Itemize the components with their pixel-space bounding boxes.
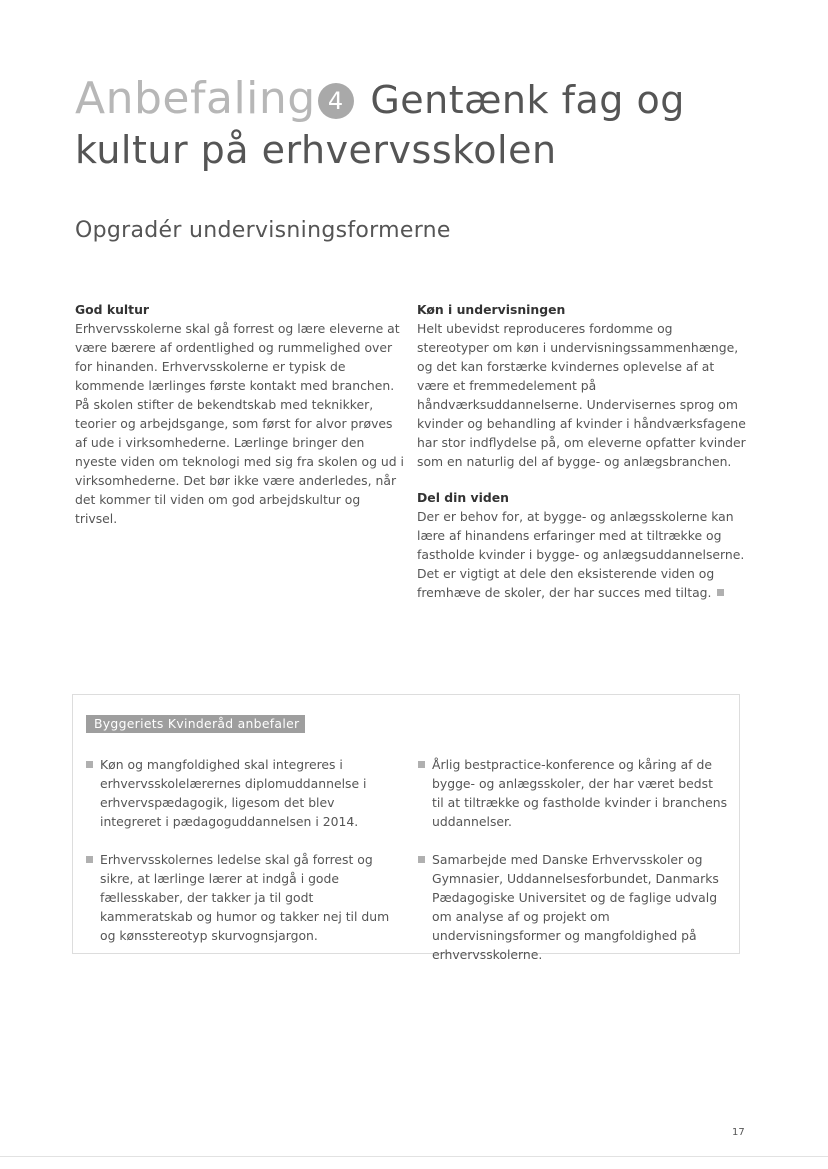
section-subtitle: Opgradér undervisningsformerne [75, 218, 451, 243]
recommendation-number-badge: 4 [318, 83, 354, 119]
list-item [418, 755, 728, 831]
right-column [417, 300, 747, 602]
recommendations-label: Byggeriets Kvinderåd anbefaler [86, 715, 305, 733]
list-item [86, 850, 396, 945]
end-square-icon [717, 589, 724, 596]
section-body: Helt ubevidst reproduceres fordomme og stereotyper om køn i undervisningssammenhænge, og det kan forstærke kvindernes oplevelse af at være et fremmedelement på håndværksuddannelserne. Undervisernes sprog om kvinder og behandling af kvinder i håndværksfagene har stor indflydelse på, om eleverne opfatter kvinder som en naturlig del af bygge- og anlægsbranchen. [417, 321, 746, 469]
list-item-text: Samarbejde med Danske Erhvervsskoler og Gymnasier, Uddannelsesforbundet, Danmarks Pædagogiske Universitet og de faglige udvalg om analyse af og projekt om undervisningsformer og mangfoldighed på erhvervsskolerne. [432, 852, 719, 962]
section-share-knowledge [417, 488, 747, 602]
list-item-text: Årlig bestpractice-konference og kåring af de bygge- og anlægsskoler, der har været bedst til at tiltrække og fastholde kvinder i branchens uddannelser. [432, 757, 728, 829]
page-number: 17 [732, 1127, 745, 1138]
list-item-text: Køn og mangfoldighed skal integreres i erhvervsskolelærernes diplomuddannelse i erhvervspædagogik, ligesom det blev integreret i pædagoguddannelsen i 2014. [100, 757, 367, 829]
section-good-culture [75, 300, 405, 528]
section-body-wrapper [417, 507, 747, 602]
square-bullet-icon [86, 761, 93, 768]
title-line-1: Gentænk fag og [370, 78, 685, 122]
title-kicker: Anbefaling [75, 73, 316, 124]
list-item-text: Erhvervsskolernes ledelse skal gå forrest og sikre, at lærlinge lærer at indgå i gode fællesskaber, der takker ja til godt kammeratskab og humor og takker nej til dum og kønsstereotyp skurvognsjargon. [100, 852, 390, 943]
section-body: Erhvervsskolerne skal gå forrest og lære eleverne at være bærere af ordentlighed og rummelighed over for hinanden. Erhvervsskolerne er typisk de kommende lærlinges første kontakt med branchen. På skolen stifter de bekendtskab med teknikker, teorier og arbejdsgange, som først for alvor prøves af ude i virksomhederne. Lærlinge bringer den nyeste viden om teknologi med sig fra skolen og ud i virksomhederne. Det bør ikke være anderledes, når det kommer til viden om god arbejdskultur og trivsel. [75, 321, 404, 526]
section-heading: Del din viden [417, 490, 509, 505]
section-body: Der er behov for, at bygge- og anlægsskolerne kan lære af hinandens erfaringer med at tiltrække og fastholde kvinder i bygge- og anlægsuddannelserne. Det er vigtigt at dele den eksisterende viden og fremhæve de skoler, der har succes med tiltag. [417, 509, 745, 600]
section-heading: God kultur [75, 302, 150, 317]
list-item [418, 850, 728, 964]
list-item [86, 755, 396, 831]
page-title [75, 74, 795, 175]
section-gender-in-teaching [417, 300, 747, 471]
recommendations-right-column [418, 755, 728, 964]
left-column [75, 300, 405, 528]
square-bullet-icon [418, 761, 425, 768]
section-heading: Køn i undervisningen [417, 302, 566, 317]
bottom-divider [0, 1156, 828, 1157]
recommendations-box [72, 694, 740, 962]
recommendations-left-column [86, 755, 396, 945]
square-bullet-icon [86, 856, 93, 863]
square-bullet-icon [418, 856, 425, 863]
title-line-2: kultur på erhvervsskolen [75, 128, 557, 172]
